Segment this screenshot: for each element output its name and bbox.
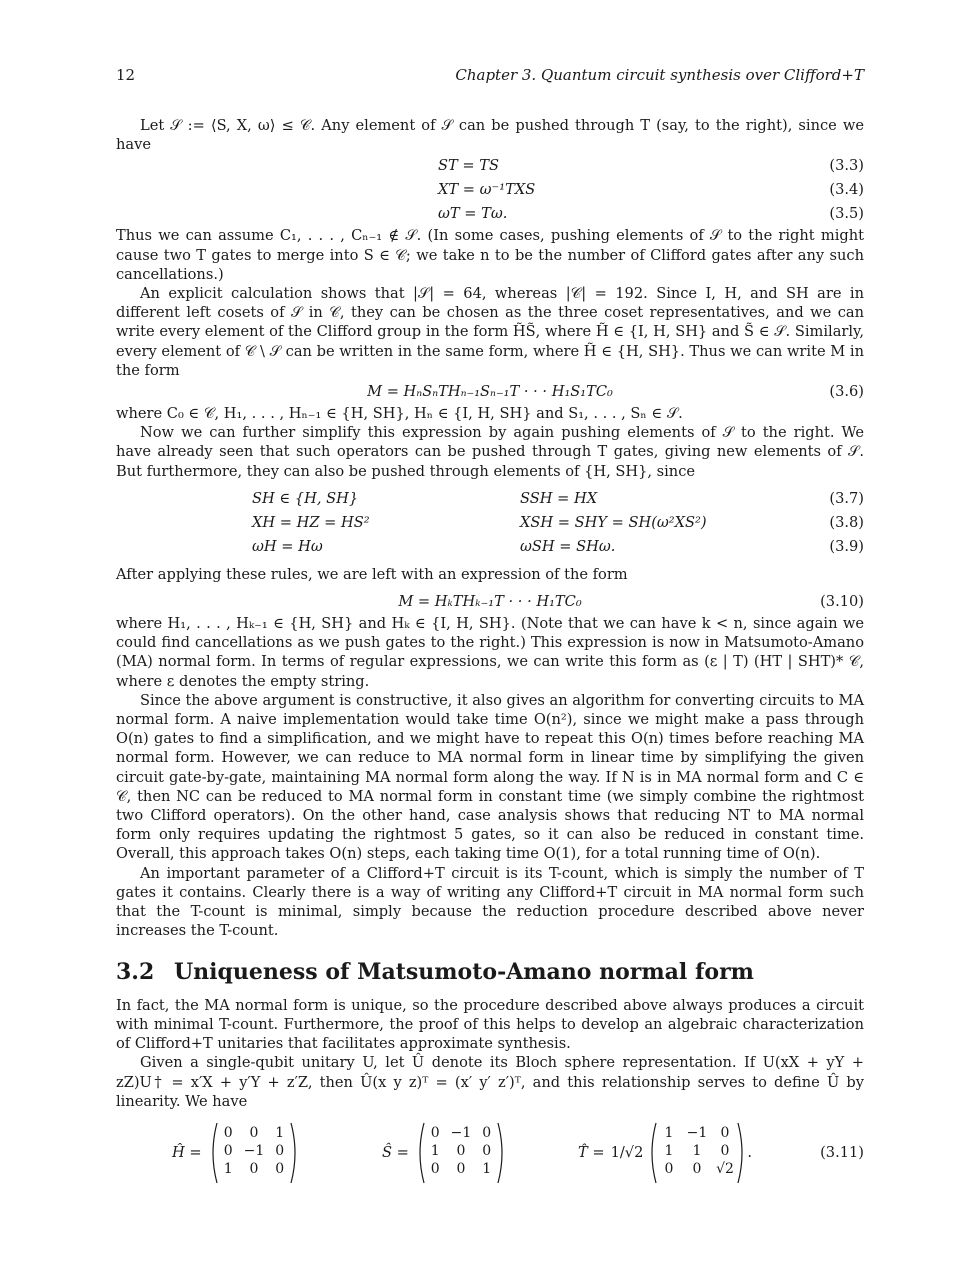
left-paren xyxy=(652,1123,656,1183)
equation-3-7 xyxy=(116,487,864,511)
matrix-entry: 0 xyxy=(482,1124,492,1141)
equation-expr: ωT = Tω. xyxy=(438,205,508,223)
equation-3-3 xyxy=(116,154,864,178)
page-body xyxy=(116,116,864,1185)
equation-right: XSH = SHY = SH(ω²XS²) xyxy=(520,513,707,531)
matrix-label: T̂ = xyxy=(578,1144,605,1162)
matrix-entry: 1 xyxy=(664,1124,674,1141)
matrix-entry: 0 xyxy=(720,1142,730,1159)
matrix-entry: 0 xyxy=(456,1142,466,1159)
equation-left: ωH = Hω xyxy=(252,537,323,555)
left-paren xyxy=(420,1123,424,1183)
page-number: 12 xyxy=(116,66,136,84)
paragraph-calculation: An explicit calculation shows that |𝒮| = 64, whereas |𝒞| = 192. Since I, H, and SH are in different left cosets of 𝒮 in 𝒞, they can be chosen as the three coset representatives, and we can write every element of the Clifford group in the form H̃S̃, where H̃ ∈ {I, H, SH} and S̃ ∈ 𝒮. Similarly, every element of 𝒞 \ 𝒮 can be written in the same form, where H̃ ∈ {H, SH}. Thus we can write M in the form xyxy=(116,285,864,379)
section-title: Uniqueness of Matsumoto-Amano normal form xyxy=(174,958,754,985)
matrix-label: Ĥ = xyxy=(172,1144,202,1162)
matrix-entry: 0 xyxy=(430,1160,440,1177)
chapter-title: Chapter 3. Quantum circuit synthesis over Clifford+T xyxy=(455,66,864,84)
paragraph-uniqueness: In fact, the MA normal form is unique, so the procedure described above always produces a circuit with minimal T-count. Furthermore, the proof of this helps to develop an algebraic characterization of Clifford+T unitaries that facilitates approximate synthesis. xyxy=(116,996,864,1053)
matrix-entry: −1 xyxy=(687,1124,708,1141)
equation-left: XH = HZ = HS² xyxy=(252,513,370,531)
equation-number: (3.7) xyxy=(829,489,864,507)
equation-right: ωSH = SHω. xyxy=(520,537,616,555)
equation-number: (3.3) xyxy=(829,157,864,175)
equation-expr: ST = TS xyxy=(438,157,499,175)
right-paren xyxy=(498,1123,502,1183)
equation-expr: M = HₖTHₖ₋₁T · · · H₁TC₀ xyxy=(398,593,582,611)
matrix-entry: 0 xyxy=(430,1124,440,1141)
paragraph-bloch: Given a single-qubit unitary U, let Û denote its Bloch sphere representation. If U(xX + yY + zZ)U† = x′X + y′Y + z′Z, then Û(x y z)ᵀ = (x′ y′ z′)ᵀ, and this relationship serves to define Û by linearity. We have xyxy=(116,1054,864,1110)
left-paren xyxy=(213,1123,217,1183)
equation-3-6 xyxy=(116,380,864,404)
matrix-entry: 0 xyxy=(223,1124,233,1141)
matrix-s xyxy=(382,1121,507,1185)
matrix-factor: 1/√2 xyxy=(610,1144,644,1162)
right-paren xyxy=(738,1123,742,1183)
paragraph-ma-normal-form: where H₁, . . . , Hₖ₋₁ ∈ {H, SH} and Hₖ ∈ {I, H, SH}. (Note that we can have k < n, since again we could find cancellations as we push gates to the right.) This expression is now in Matsumoto-Amano (MA) normal form. In terms of regular expressions, we can write this form as (ε | T) (HT | SHT)* 𝒞, where ε denotes the empty string. xyxy=(116,615,864,690)
matrix-entry: 0 xyxy=(456,1160,466,1177)
matrix-entry: 1 xyxy=(430,1142,440,1159)
equation-left: SH ∈ {H, SH} xyxy=(252,489,359,507)
section-number: 3.2 xyxy=(116,958,155,985)
matrix-entry: 0 xyxy=(720,1124,730,1141)
matrix-entry: 0 xyxy=(274,1142,284,1159)
equation-number: (3.10) xyxy=(820,593,864,611)
equation-number: (3.8) xyxy=(829,513,864,531)
matrix-h xyxy=(172,1121,300,1185)
equation-expr: XT = ω⁻¹TXS xyxy=(438,181,536,199)
matrix-entry: 0 xyxy=(249,1124,259,1141)
matrix-entry: 0 xyxy=(249,1160,259,1177)
equation-number: (3.6) xyxy=(829,383,864,401)
equation-end: . xyxy=(747,1144,753,1162)
matrix-t xyxy=(578,1121,752,1185)
equation-3-9 xyxy=(116,535,864,559)
matrix-entry: 1 xyxy=(664,1142,674,1159)
matrix-t-body xyxy=(647,1121,747,1185)
matrix-entry: 0 xyxy=(482,1142,492,1159)
right-paren xyxy=(291,1123,295,1183)
equation-number: (3.11) xyxy=(820,1143,864,1161)
matrix-entry: 0 xyxy=(692,1160,702,1177)
paragraph-assume: Thus we can assume C₁, . . . , Cₙ₋₁ ∉ 𝒮. (In some cases, pushing elements of 𝒮 to the right might cause two T gates to merge into S ∈ 𝒞; we take n to be the number of Clifford gates after any such cancellations.) xyxy=(116,227,864,283)
matrix-entry: −1 xyxy=(243,1142,264,1159)
paragraph-after-rules: After applying these rules, we are left with an expression of the form xyxy=(116,565,628,583)
equation-number: (3.5) xyxy=(829,205,864,223)
equation-expr: M = HₙSₙTHₙ₋₁Sₙ₋₁T · · · H₁S₁TC₀ xyxy=(367,383,613,401)
equation-3-10 xyxy=(116,590,864,614)
paragraph-simplify: Now we can further simplify this expression by again pushing elements of 𝒮 to the right. We have already seen that such operators can be pushed through T gates, giving new elements of 𝒮. But furthermore, they can also be pushed through elements of {H, SH}, since xyxy=(116,424,864,480)
matrix-entry: 0 xyxy=(664,1160,674,1177)
paragraph-intro: Let 𝒮 := ⟨S, X, ω⟩ ≤ 𝒞. Any element of 𝒮 can be pushed through T (say, to the right), since we have xyxy=(116,117,864,154)
matrix-s-body xyxy=(415,1121,507,1185)
running-header xyxy=(116,66,864,86)
equation-3-8 xyxy=(116,511,864,535)
matrix-entry: 0 xyxy=(274,1160,284,1177)
equation-right: SSH = HX xyxy=(520,489,598,507)
matrix-entry: √2 xyxy=(716,1160,735,1177)
matrix-h-body xyxy=(208,1121,300,1185)
matrix-entry: 1 xyxy=(482,1160,492,1177)
equation-number: (3.9) xyxy=(829,537,864,555)
matrix-entry: −1 xyxy=(450,1124,472,1141)
equation-3-11 xyxy=(116,1121,864,1185)
paragraph-t-count: An important parameter of a Clifford+T circuit is its T-count, which is simply the number of T gates it contains. Clearly there is a way of writing any Clifford+T circuit in MA normal form such that the T-count is minimal, simply because the reduction procedure described above never increases the T-count. xyxy=(116,864,864,940)
equation-number: (3.4) xyxy=(829,181,864,199)
section-heading xyxy=(116,958,864,985)
equation-3-4 xyxy=(116,178,864,202)
matrix-label: Ŝ = xyxy=(382,1144,409,1162)
matrix-entry: 1 xyxy=(274,1124,284,1141)
matrix-entry: 1 xyxy=(692,1142,702,1159)
paragraph-where: where C₀ ∈ 𝒞, H₁, . . . , Hₙ₋₁ ∈ {H, SH}, Hₙ ∈ {I, H, SH} and S₁, . . . , Sₙ ∈ 𝒮. xyxy=(116,405,683,423)
matrix-entry: 1 xyxy=(223,1160,233,1177)
matrix-entry: 0 xyxy=(223,1142,233,1159)
equation-3-5 xyxy=(116,202,864,226)
paragraph-algorithm: Since the above argument is constructive, it also gives an algorithm for converting circuits to MA normal form. A naive implementation would take time O(n²), since we might make a pass through O(n) gates to find a simplification, and we might have to repeat this O(n) times before reaching MA normal form. However, we can reduce to MA normal form in linear time by simplifying the given circuit gate-by-gate, maintaining MA normal form along the way. If N is in MA normal form and C ∈ 𝒞, then NC can be reduced to MA normal form in constant time (we simply combine the rightmost two Clifford operators). On the other hand, case analysis shows that reducing NT to MA normal form only requires updating the rightmost 5 gates, so it can also be reduced in constant time. Overall, this approach takes O(n) steps, each taking time O(1), for a total running time of O(n). xyxy=(116,691,864,863)
